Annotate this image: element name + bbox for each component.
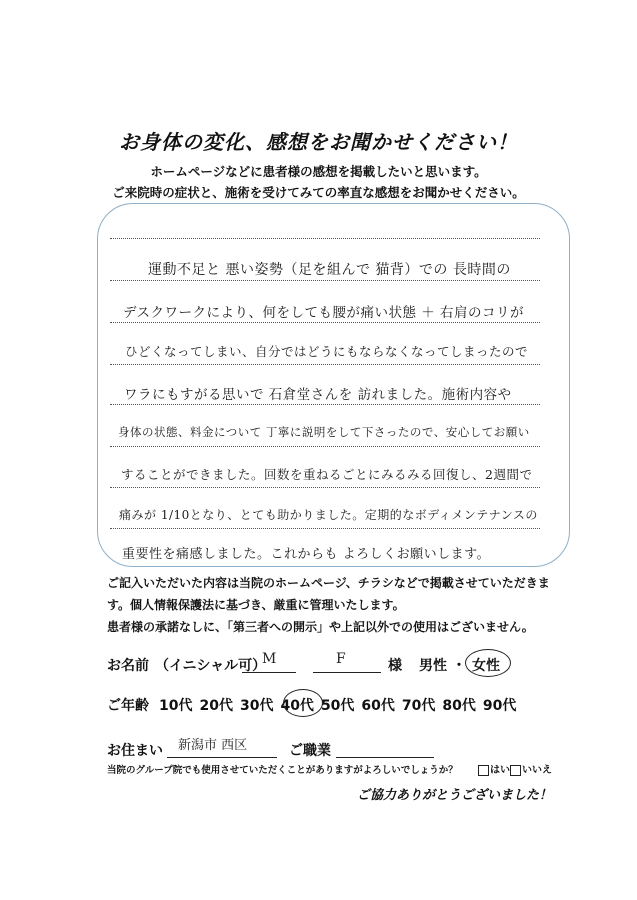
female-selected-circle — [465, 649, 511, 677]
age-option[interactable]: 40代 — [280, 698, 314, 714]
name-first-field[interactable]: M — [262, 651, 277, 667]
name-first-underline — [242, 672, 296, 673]
age-option[interactable]: 90代 — [482, 698, 517, 714]
notice-line-3: 患者様の承諾なしに、「第三者への開示」や上記以外での使用はございません。 — [107, 620, 534, 634]
page-title: お身体の変化、感想をお聞かせください！ — [119, 130, 518, 154]
intro-line-2: ご来院時の症状と、施術を受けてみての率直な感想をお聞かせください。 — [112, 185, 525, 200]
handwritten-line: 重要性を痛感しました。これからも よろしくお願いします。 — [122, 547, 491, 562]
handwritten-line: することができました。回数を重ねるごとにみるみる回復し、2週間で — [121, 467, 533, 482]
female-option[interactable]: 女性 — [472, 658, 500, 674]
ruled-line — [110, 280, 540, 281]
gender-separator: ・ — [452, 658, 466, 674]
thanks-text: ご協力ありがとうございました！ — [357, 788, 553, 803]
age-option[interactable]: 10代 — [159, 698, 193, 714]
ruled-line — [110, 487, 540, 488]
yes-label: はい — [490, 765, 510, 776]
age-option[interactable]: 60代 — [361, 698, 395, 714]
male-option[interactable]: 男性 — [419, 658, 447, 674]
group-yes-option[interactable] — [478, 761, 510, 776]
job-label: ご職業 — [289, 743, 331, 759]
age-label: ご年齢 — [107, 698, 149, 714]
age-option[interactable]: 30代 — [239, 698, 274, 714]
handwritten-line: 運動不足と 悪い姿勢（足を組んで 猫背）での 長時間の — [148, 262, 511, 278]
ruled-line — [110, 446, 540, 447]
handwritten-line: デスクワークにより、何をしても腰が痛い状態 ＋ 右肩のコリが — [123, 305, 525, 321]
yes-checkbox[interactable] — [478, 765, 489, 776]
initial-label: （イニシャル可） — [155, 658, 267, 674]
age-option[interactable]: 70代 — [401, 698, 436, 714]
name-label: お名前 — [107, 658, 149, 674]
age-option[interactable]: 50代 — [320, 698, 355, 714]
age-selected-circle — [283, 689, 323, 717]
age-option[interactable]: 80代 — [442, 698, 476, 714]
age-option[interactable]: 20代 — [199, 698, 233, 714]
notice-line-2: す。個人情報保護法に基づき、厳重に管理いたします。 — [107, 598, 405, 612]
ruled-line — [110, 364, 540, 365]
handwritten-line: 痛みが 1/10となり、とても助かりました。定期的なボディメンテナンスの — [119, 508, 538, 522]
group-no-option[interactable] — [510, 761, 552, 776]
job-underline[interactable] — [336, 757, 434, 758]
group-question: 当院のグループ院でも使用させていただくことがありますがよろしいでしょうか？ — [107, 765, 458, 776]
ruled-line — [110, 322, 540, 323]
handwritten-line: ひどくなってしまい、自分ではどうにもならなくなってしまったので — [125, 344, 529, 359]
name-last-underline — [313, 672, 381, 673]
ruled-line — [110, 528, 540, 529]
ruled-line — [110, 404, 540, 405]
address-field[interactable]: 新潟市 西区 — [178, 738, 248, 753]
age-options — [159, 695, 523, 715]
no-checkbox[interactable] — [510, 765, 521, 776]
address-underline — [167, 757, 277, 758]
intro-line-1: ホームページなどに患者様の感想を掲載したいと思います。 — [150, 164, 487, 179]
no-label: いいえ — [522, 765, 552, 776]
name-last-field[interactable]: F — [336, 651, 346, 667]
sama-label: 様 — [388, 658, 402, 674]
notice-line-1: ご記入いただいた内容は当院のホームページ、チラシなどで掲載させていただきま — [107, 576, 550, 590]
handwritten-line: ワラにもすがる思いで 石倉堂さんを 訪れました。施術内容や — [124, 387, 512, 403]
ruled-line — [110, 238, 540, 239]
handwritten-line: 身体の状態、料金について 丁寧に説明をして下さったので、安心してお願い — [118, 425, 530, 439]
address-label: お住まい — [107, 743, 163, 759]
